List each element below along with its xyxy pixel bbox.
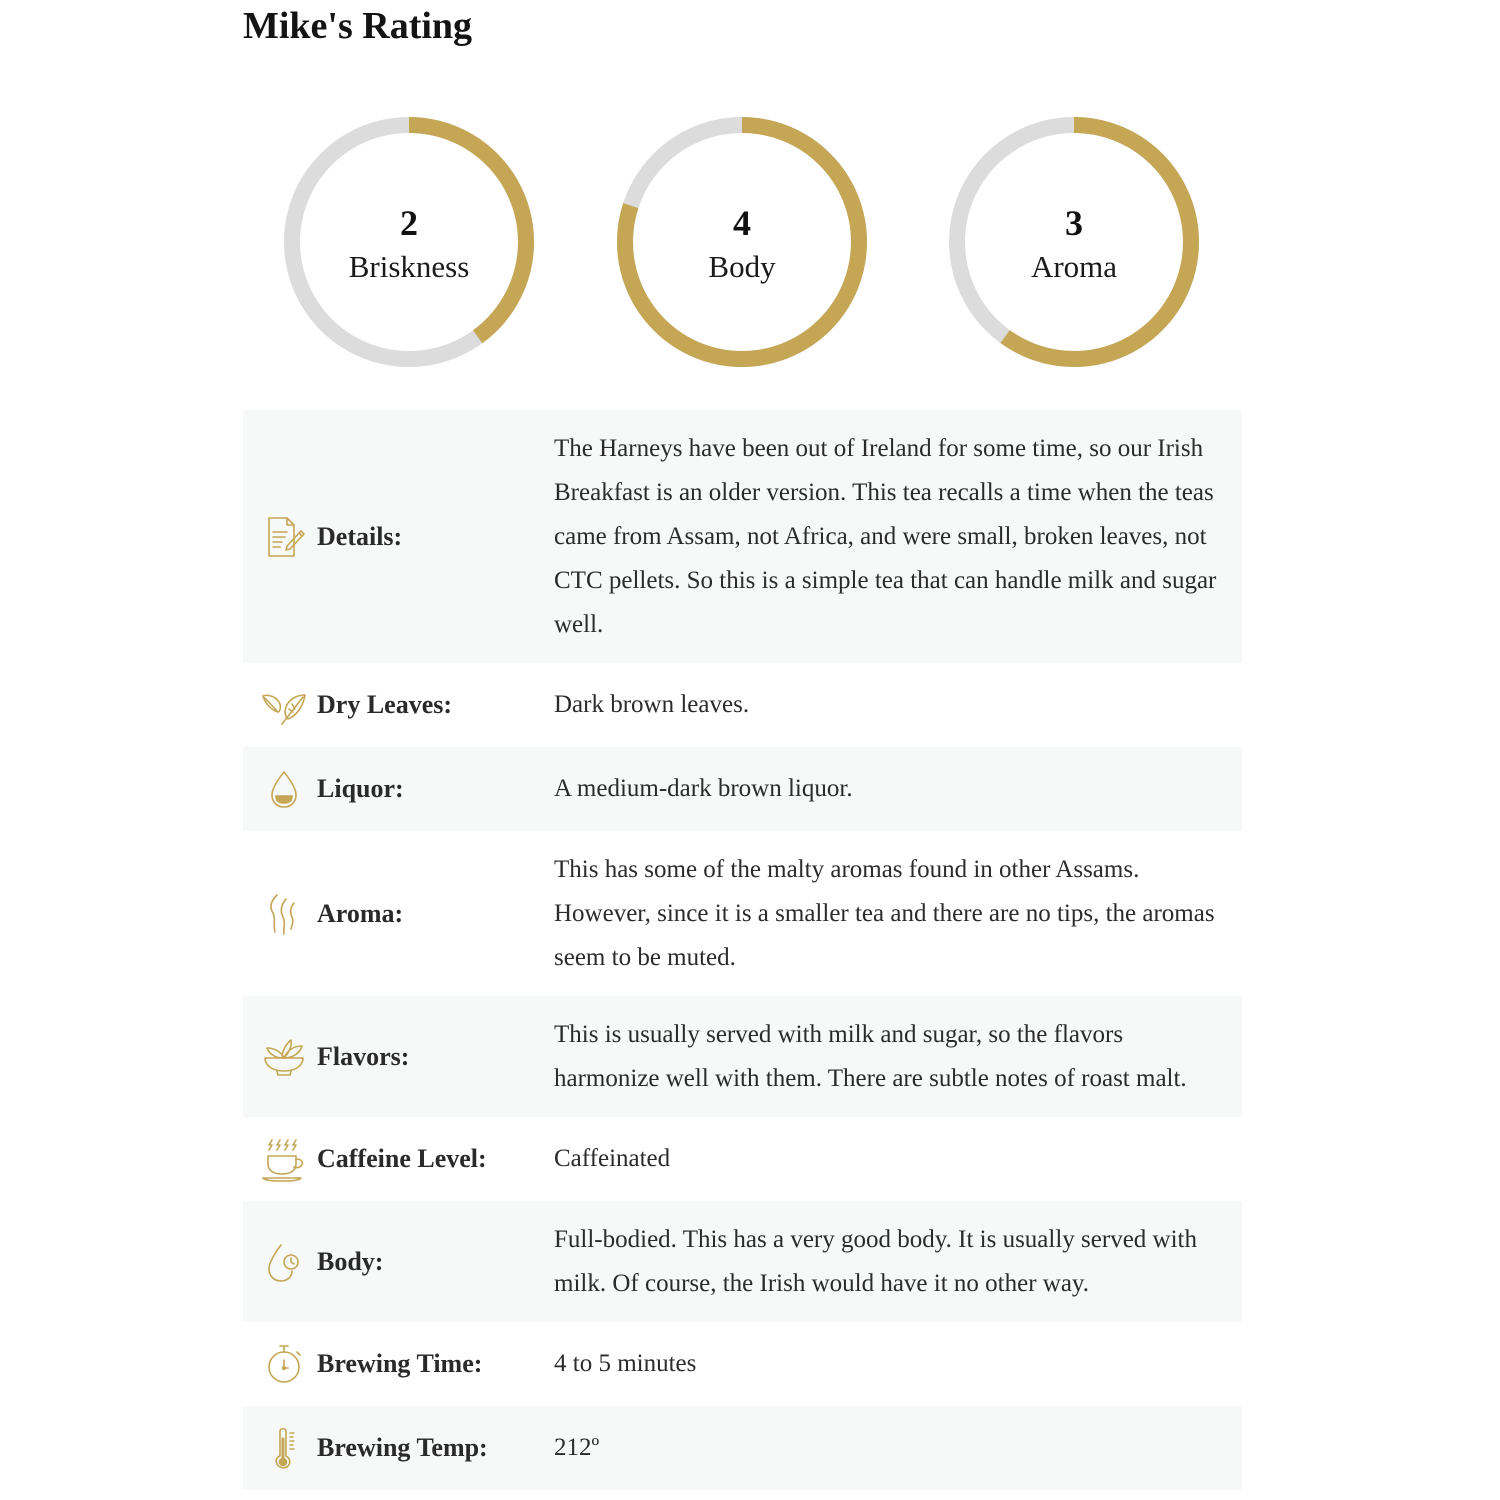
liquor-value: A medium-dark brown liquor.: [554, 775, 853, 802]
details-label: Details:: [317, 521, 403, 551]
rating-gauge-aroma: [947, 115, 1201, 369]
brewing-time-label: Brewing Time:: [317, 1349, 483, 1378]
brewing-temp-value: 212º: [554, 1434, 600, 1461]
aroma-label: Aroma:: [317, 898, 404, 928]
flavors-label: Flavors:: [317, 1041, 410, 1071]
body-row: [243, 1201, 1242, 1322]
brewing-time-row: [243, 1322, 1242, 1406]
notepad-pencil-icon: [261, 514, 307, 560]
dry-leaves-row: [243, 663, 1242, 747]
brewing-temp-label: Brewing Temp:: [317, 1433, 488, 1462]
rating-gauge-body: [615, 115, 869, 369]
caffeine-level-label: Caffeine Level:: [317, 1144, 487, 1173]
stopwatch-icon: [261, 1341, 307, 1387]
tea-leaves-icon: [261, 682, 307, 728]
liquor-row: [243, 747, 1242, 831]
liquor-label: Liquor:: [317, 774, 404, 803]
flavors-value: This is usually served with milk and sugar, so the flavors harmonize well with them. There are subtle notes of roast malt.: [554, 1020, 1187, 1092]
body-value: Full-bodied. This has a very good body. It is usually served with milk. Of course, the Irish would have it no other way.: [554, 1225, 1197, 1297]
aroma-wisps-icon: [261, 891, 307, 937]
aroma-row: [243, 831, 1242, 996]
page-title: Mike's Rating: [243, 5, 473, 47]
teacup-caffeine-icon: [261, 1136, 307, 1182]
body-label: Body:: [317, 1246, 384, 1276]
briskness-rating-value: 2: [400, 203, 418, 243]
aroma-rating-value: 3: [1065, 203, 1083, 243]
details-row: [243, 410, 1242, 663]
brewing-temp-row: [243, 1406, 1242, 1490]
body-rating-value: 4: [733, 203, 751, 243]
caffeine-level-value: Caffeinated: [554, 1145, 671, 1172]
rating-gauge-briskness: [282, 115, 536, 369]
thermometer-icon: [261, 1425, 307, 1471]
body-drop-icon: [261, 1239, 307, 1285]
caffeine-level-row: [243, 1117, 1242, 1201]
flavors-row: [243, 996, 1242, 1117]
body-rating-label: Body: [708, 249, 776, 284]
details-value: The Harneys have been out of Ireland for some time, so our Irish Breakfast is an older version. This tea recalls a time when the teas came from Assam, not Africa, and were small, broken leaves, not CTC pellets. So this is a simple tea that can handle milk and sugar well.: [554, 434, 1217, 638]
tea-details-table: [243, 410, 1242, 1490]
brewing-time-value: 4 to 5 minutes: [554, 1350, 697, 1377]
briskness-rating-label: Briskness: [348, 249, 470, 284]
herb-bowl-icon: [261, 1034, 307, 1080]
aroma-rating-label: Aroma: [1030, 249, 1118, 284]
liquid-drop-icon: [261, 766, 307, 812]
aroma-value: This has some of the malty aromas found in other Assams. However, since it is a smaller tea and there are no tips, the aromas seem to be muted.: [554, 855, 1215, 971]
dry-leaves-value: Dark brown leaves.: [554, 691, 750, 718]
dry-leaves-label: Dry Leaves:: [317, 690, 453, 719]
